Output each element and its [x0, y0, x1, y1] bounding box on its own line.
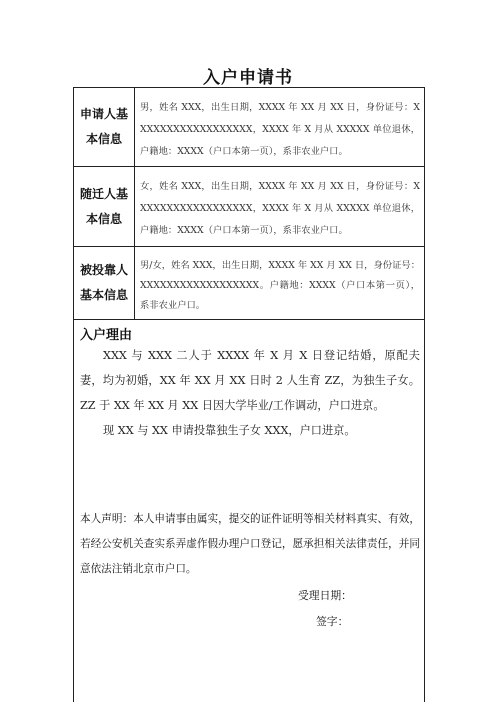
host-info-row — [74, 247, 424, 320]
accompanying-info-row — [74, 167, 424, 247]
page-title: 入户申请书 — [203, 68, 293, 88]
accompanying-info-content: 女，姓名 XXX，出生日期，XXXX 年 XX 月 XX 日，身份证号：XXXXXXXXXXXXXXXXXX，XXXX 年 X 月从 XXXXX 单位退休，户籍地：XXXX（户口本第一页），系非农业户口。 — [140, 181, 420, 236]
host-info-content: 男/女，姓名 XXX，出生日期，XXXX 年 XX 月 XX 日，身份证号：XXXXXXXXXXXXXXXXXX。户籍地：XXXX（户口本第一页），系非农业户口。 — [140, 260, 420, 311]
accompanying-label-line1: 随迁人基 — [79, 186, 128, 201]
host-info-label — [74, 247, 135, 319]
signature-label: 签字： — [316, 615, 349, 628]
applicant-info-content: 男，姓名 XXX，出生日期，XXXX 年 XX 月 XX 日，身份证号：XXXXXXXXXXXXXXXXXX，XXXX 年 X 月从 XXXXX 单位退休，户籍地：XXXX（户口本第一页），系非农业户口。 — [140, 102, 420, 157]
applicant-info-label — [74, 88, 135, 166]
reason-paragraph-1: XXX 与 XXX 二人于 XXXX 年 X 月 X 日登记结婚，原配夫妻，均为初婚，XX 年 XX 月 XX 日时 2 人生育 ZZ，为独生子女。ZZ 于 XX 年 XX 月 XX 日因大学毕业/工作调动，户口进京。 — [80, 349, 420, 412]
host-label-line1: 被投靠人 — [79, 263, 128, 277]
applicant-label-line2: 本信息 — [85, 132, 122, 146]
applicant-info-row — [74, 88, 424, 167]
application-form — [73, 87, 425, 702]
accept-date-label: 受理日期： — [298, 589, 352, 602]
accompanying-info-label — [74, 167, 135, 246]
applicant-declaration: 本人声明：本人申请事由属实，提交的证件证明等相关材料真实、有效，若经公安机关查实系弄虚作假办理户口登记，愿承担相关法律责任，并同意依法注销北京市户口。 — [80, 513, 420, 575]
accompanying-label-line2: 本信息 — [85, 211, 122, 226]
host-label-line2: 基本信息 — [79, 288, 128, 302]
reason-heading: 入户理由 — [80, 328, 133, 343]
reason-paragraph-2: 现 XX 与 XX 申请投靠独生子女 XXX，户口进京。 — [103, 424, 356, 437]
applicant-label-line1: 申请人基 — [79, 107, 128, 121]
